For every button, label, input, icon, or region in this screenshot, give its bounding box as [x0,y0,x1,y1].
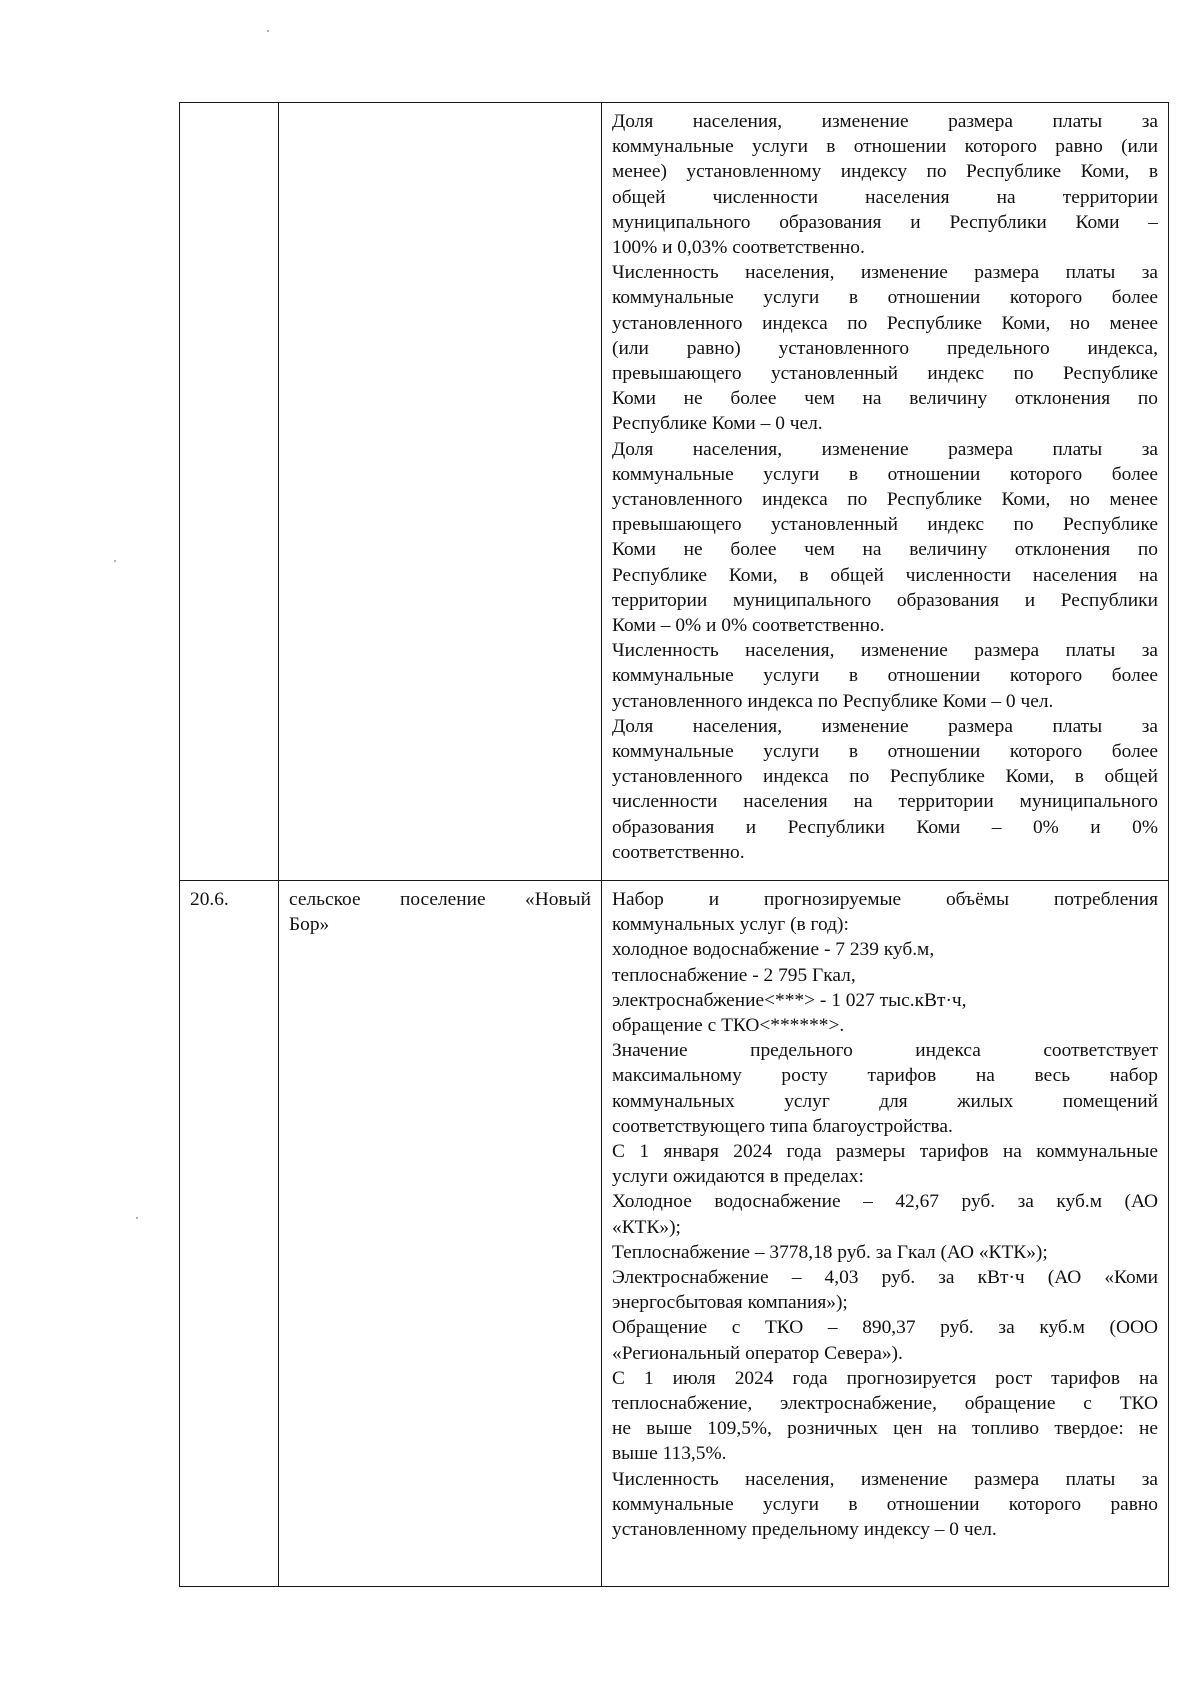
text-line: обращение с ТКО<******>. [612,1015,845,1037]
text-line: Коми – 0% и 0% соответственно. [612,615,885,637]
text-line: максимальному росту тарифов на весь набор [612,1065,1158,1087]
row-number-cell [180,881,279,1587]
text-line: С 1 июля 2024 года прогнозируется рост тарифов на [612,1367,1158,1389]
scan-speck [267,30,269,32]
text-line: Численность населения, изменение размера платы за [612,1468,1158,1490]
text-line: коммунальных услуг (в год): [612,914,849,936]
text-line: теплоснабжение - 2 795 Гкал, [612,964,856,986]
text-line: Обращение с ТКО – 890,37 руб. за куб.м (ООО [612,1317,1158,1339]
text-line: Набор и прогнозируемые объёмы потребления [612,889,1158,910]
text-line: территории муниципального образования и Республики [612,589,1158,611]
description-cell [602,103,1169,881]
text-line: холодное водоснабжение - 7 239 куб.м, [612,939,935,961]
text-line: электроснабжение<***> - 1 027 тыс.кВт·ч, [612,989,967,1011]
description-text [612,109,1158,865]
text-line: коммунальных услуг для жилых помещений [612,1090,1158,1112]
text-line: Доля населения, изменение размера платы за [612,715,1158,737]
text-line: соответствующего типа благоустройства. [612,1115,953,1137]
scan-speck [136,1217,138,1219]
text-line: муниципального образования и Республики Коми – [612,211,1158,233]
text-line: теплоснабжение, электроснабжение, обращение с ТКО [612,1393,1158,1415]
text-line: установленного индекса по Республике Коми – 0 чел. [612,690,1054,712]
text-line: коммунальные услуги в отношении которого более [612,463,1158,485]
text-line: образования и Республики Коми – 0% и 0% [612,816,1158,838]
text-line: Республике Коми, в общей численности населения на [612,564,1158,586]
data-table [179,102,1169,1587]
table-row [180,103,1169,881]
text-line: численности населения на территории муниципального [612,791,1158,813]
row-number-cell [180,103,279,881]
text-line: выше 113,5%. [612,1443,727,1465]
text-line: Холодное водоснабжение – 42,67 руб. за куб.м (АО [612,1191,1158,1213]
municipality-name [289,887,591,937]
municipality-cell [279,881,602,1587]
text-line: коммунальные услуги в отношении которого более [612,665,1158,687]
text-line: превышающего установленный индекс по Республике [612,363,1158,385]
table-row [180,881,1169,1587]
text-line: «Региональный оператор Севера»). [612,1342,903,1364]
text-line: Численность населения, изменение размера платы за [612,640,1158,662]
text-line: сельское поселение «Новый [289,889,591,910]
text-line: коммунальные услуги в отношении которого равно [612,1493,1158,1515]
text-line: «КТК»); [612,1216,681,1238]
description-cell [602,881,1169,1587]
text-line: установленного индекса по Республике Коми, но менее [612,312,1158,334]
text-line: общей численности населения на территории [612,186,1158,208]
text-line: менее) установленному индексу по Республике Коми, в [612,161,1158,183]
text-line: 100% и 0,03% соответственно. [612,237,865,259]
text-line: Доля населения, изменение размера платы за [612,438,1158,460]
text-line: коммунальные услуги в отношении которого более [612,741,1158,763]
text-line: С 1 января 2024 года размеры тарифов на коммунальные [612,1141,1158,1163]
text-line: Электроснабжение – 4,03 руб. за кВт·ч (АО «Коми [612,1267,1158,1289]
text-line: энергосбытовая компания»); [612,1292,848,1314]
text-line: не выше 109,5%, розничных цен на топливо твердое: не [612,1418,1158,1440]
municipality-cell [279,103,602,881]
row-number: 20.6. [190,889,229,910]
text-line: услуги ожидаются в пределах: [612,1166,864,1188]
text-line: превышающего установленный индекс по Республике [612,514,1158,536]
text-line: Бор» [289,914,330,936]
text-line: Теплоснабжение – 3778,18 руб. за Гкал (АО «КТК»); [612,1241,1048,1263]
text-line: Коми не более чем на величину отклонения по [612,388,1158,410]
text-line: Доля населения, изменение размера платы за [612,111,1158,132]
scan-speck [114,560,116,562]
text-line: установленного индекса по Республике Коми, но менее [612,489,1158,511]
text-line: коммунальные услуги в отношении которого более [612,287,1158,309]
text-line: установленного индекса по Республике Коми, в общей [612,766,1158,788]
text-line: коммунальные услуги в отношении которого равно (или [612,136,1158,158]
text-line: (или равно) установленного предельного индекса, [612,337,1158,359]
description-text [612,887,1158,1542]
text-line: соответственно. [612,841,745,863]
text-line: установленному предельному индексу – 0 чел. [612,1519,997,1541]
text-line: Коми не более чем на величину отклонения по [612,539,1158,561]
text-line: Значение предельного индекса соответствует [612,1040,1158,1062]
text-line: Численность населения, изменение размера платы за [612,262,1158,284]
text-line: Республике Коми – 0 чел. [612,413,823,435]
